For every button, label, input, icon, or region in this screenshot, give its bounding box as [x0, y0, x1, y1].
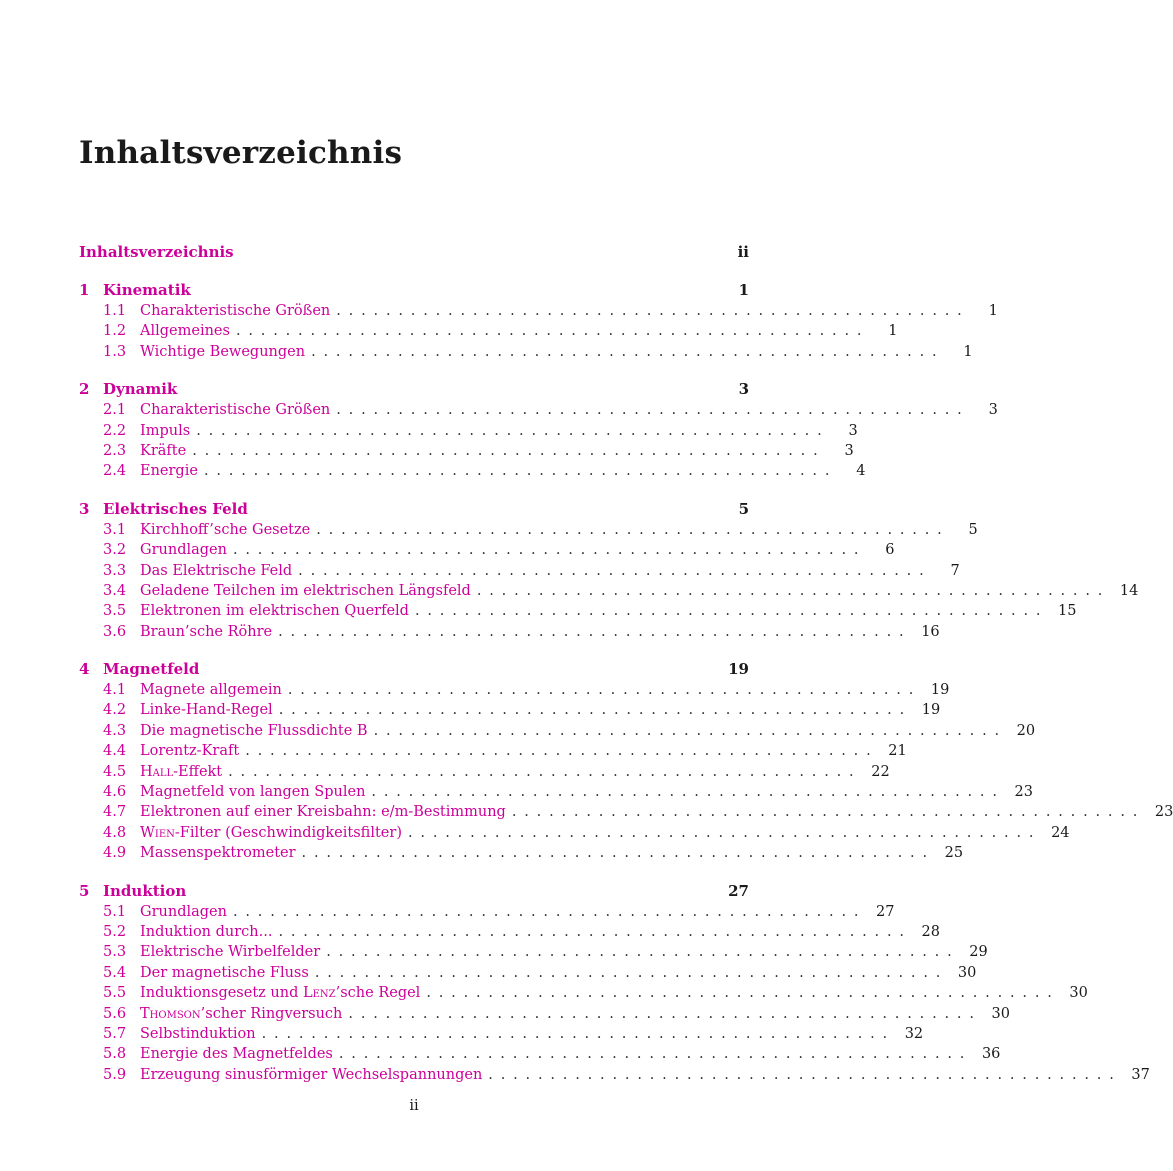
dot-leader: . . . . . . . . . . . . . . . . . . . . . . . . . . . . . . . . . . . . . . . . . . . . . . . . . . .: [203, 463, 830, 480]
toc-section-row[interactable]: [79, 680, 950, 700]
section-number[interactable]: 4.7: [103, 804, 127, 821]
section-title[interactable]: [140, 762, 222, 782]
dot-leader: . . . . . . . . . . . . . . . . . . . . . . . . . . . . . . . . . . . . . . . . . . . . . . . . . . .: [511, 804, 1138, 821]
dot-leader: . . . . . . . . . . . . . . . . . . . . . . . . . . . . . . . . . . . . . . . . . . . . . . . . . . .: [476, 582, 1103, 599]
toc-section-row[interactable]: [79, 342, 973, 362]
page-number: ii: [409, 1098, 419, 1114]
chapter-page: 19: [728, 660, 749, 679]
dot-leader: . . . . . . . . . . . . . . . . . . . . . . . . . . . . . . . . . . . . . . . . . . . . . . . . . . .: [298, 562, 924, 579]
chapter-page: 3: [738, 380, 749, 399]
section-title[interactable]: Charakteristische Größen: [140, 303, 331, 319]
section-title-part: Induktionsgesetz und: [140, 985, 303, 1002]
toc-section-row[interactable]: [79, 843, 964, 863]
section-page: 1: [888, 323, 898, 340]
dot-leader: . . . . . . . . . . . . . . . . . . . . . . . . . . . . . . . . . . . . . . . . . . . . . . . . . . .: [348, 1005, 974, 1022]
dot-leader: . . . . . . . . . . . . . . . . . . . . . . . . . . . . . . . . . . . . . . . . . . . . . . . . . . .: [235, 323, 862, 340]
section-page: 20: [1016, 722, 1036, 739]
toc-section-row[interactable]: [79, 581, 1139, 601]
section-title[interactable]: Wichtige Bewegungen: [140, 343, 306, 360]
section-page: 16: [921, 623, 940, 640]
section-title-part: ’sche Regel: [335, 985, 421, 1002]
section-title[interactable]: Kräfte: [140, 442, 187, 459]
section-number[interactable]: 5.7: [103, 1025, 127, 1042]
dot-leader: . . . . . . . . . . . . . . . . . . . . . . . . . . . . . . . . . . . . . . . . . . . . . . . . . . .: [407, 824, 1034, 841]
chapter-list: [79, 279, 1173, 1085]
chapter-title[interactable]: Elektrisches Feld: [103, 499, 248, 518]
section-title[interactable]: Der magnetische Fluss: [140, 964, 309, 981]
toc-section-row[interactable]: [79, 400, 998, 420]
section-title[interactable]: Induktion durch...: [140, 923, 273, 940]
section-number[interactable]: 4.8: [103, 824, 127, 841]
chapter-number[interactable]: 2: [79, 380, 90, 399]
section-page: 1: [988, 303, 998, 319]
toc-section-row[interactable]: [79, 441, 854, 461]
section-title[interactable]: Braun’sche Röhre: [140, 623, 273, 640]
section-number[interactable]: 4.4: [103, 743, 127, 760]
section-number[interactable]: 3.4: [103, 582, 127, 599]
dot-leader: . . . . . . . . . . . . . . . . . . . . . . . . . . . . . . . . . . . . . . . . . . . . . . . . . . .: [232, 542, 859, 559]
toc-entry-page: ii: [737, 243, 749, 261]
section-number[interactable]: 3.3: [103, 562, 127, 579]
section-title[interactable]: Die magnetische Flussdichte B: [140, 722, 368, 739]
section-page: 19: [921, 702, 941, 719]
section-page: 29: [969, 944, 988, 961]
chapter-heading[interactable]: [79, 880, 749, 902]
page-title: Inhaltsverzeichnis: [79, 135, 403, 171]
toc-section-row[interactable]: [79, 700, 941, 720]
section-number[interactable]: 5.9: [103, 1066, 127, 1083]
dot-leader: . . . . . . . . . . . . . . . . . . . . . . . . . . . . . . . . . . . . . . . . . . . . . . . . . . .: [278, 702, 905, 719]
section-title-name: Thomson: [140, 1005, 201, 1022]
section-number[interactable]: 4.3: [103, 722, 127, 739]
section-title[interactable]: Allgemeines: [140, 323, 230, 340]
section-title[interactable]: Geladene Teilchen im elektrischen Längsfeld: [140, 582, 471, 599]
toc-section-row[interactable]: [79, 983, 1088, 1003]
toc-section-row[interactable]: [79, 622, 940, 642]
dot-leader: . . . . . . . . . . . . . . . . . . . . . . . . . . . . . . . . . . . . . . . . . . . . . . . . . . .: [373, 722, 1000, 739]
chapter-title[interactable]: Kinematik: [103, 281, 191, 299]
dot-leader: . . . . . . . . . . . . . . . . . . . . . . . . . . . . . . . . . . . . . . . . . . . . . . . . . . .: [326, 944, 952, 961]
section-number[interactable]: 3.1: [103, 521, 127, 538]
section-page: 21: [888, 743, 907, 760]
section-title[interactable]: Energie: [140, 463, 198, 480]
section-number[interactable]: 5.3: [103, 944, 127, 961]
chapter-heading[interactable]: [79, 498, 749, 520]
toc-section-row[interactable]: [79, 823, 1070, 843]
section-title[interactable]: Das Elektrische Feld: [140, 562, 293, 579]
section-page: 3: [844, 442, 854, 459]
dot-leader: . . . . . . . . . . . . . . . . . . . . . . . . . . . . . . . . . . . . . . . . . . . . . . . . . . .: [371, 784, 997, 801]
section-number[interactable]: 1.3: [103, 343, 127, 360]
section-title[interactable]: Elektronen im elektrischen Querfeld: [140, 603, 409, 620]
toc-entry-contents[interactable]: [79, 241, 749, 263]
section-title[interactable]: Erzeugung sinusförmiger Wechselspannungen: [140, 1066, 483, 1083]
chapter-3: [79, 498, 1139, 642]
chapter-number[interactable]: 4: [79, 660, 90, 679]
chapter-1: [79, 279, 998, 362]
dot-leader: . . . . . . . . . . . . . . . . . . . . . . . . . . . . . . . . . . . . . . . . . . . . . . . . . . .: [336, 303, 962, 319]
toc-section-row[interactable]: [79, 762, 890, 782]
table-of-contents: [79, 241, 1173, 1085]
chapter-number[interactable]: 5: [79, 881, 90, 900]
section-number[interactable]: 4.2: [103, 702, 127, 719]
dot-leader: . . . . . . . . . . . . . . . . . . . . . . . . . . . . . . . . . . . . . . . . . . . . . . . . . . .: [311, 343, 937, 360]
section-page: 28: [921, 923, 940, 940]
section-number[interactable]: 4.9: [103, 845, 127, 862]
section-title[interactable]: Linke-Hand-Regel: [140, 702, 273, 719]
section-page: 37: [1131, 1066, 1150, 1083]
dot-leader: . . . . . . . . . . . . . . . . . . . . . . . . . . . . . . . . . . . . . . . . . . . . . . . . . . .: [336, 402, 962, 419]
toc-section-row[interactable]: [79, 721, 1036, 741]
section-page: 24: [1051, 824, 1070, 841]
section-title[interactable]: Impuls: [140, 422, 191, 439]
section-page: 30: [957, 964, 977, 981]
section-title[interactable]: Magnete allgemein: [140, 682, 282, 699]
section-number[interactable]: 5.1: [103, 903, 127, 920]
section-title-part: ’scher Ringversuch: [200, 1005, 343, 1022]
toc-section-row[interactable]: [79, 1044, 1001, 1064]
section-number[interactable]: 1.2: [103, 323, 127, 340]
section-page: 23: [1014, 784, 1033, 801]
section-number[interactable]: 4.5: [103, 763, 127, 780]
section-page: 3: [988, 402, 998, 419]
section-title-part: -Filter (Geschwindigkeitsfilter): [174, 824, 402, 841]
section-title[interactable]: [140, 1004, 342, 1024]
toc-section-row[interactable]: [79, 942, 988, 962]
dot-leader: . . . . . . . . . . . . . . . . . . . . . . . . . . . . . . . . . . . . . . . . . . . . . . . . . . .: [192, 442, 818, 459]
section-number[interactable]: 3.6: [103, 623, 127, 640]
dot-leader: . . . . . . . . . . . . . . . . . . . . . . . . . . . . . . . . . . . . . . . . . . . . . . . . . . .: [414, 603, 1041, 620]
toc-section-row[interactable]: [79, 902, 895, 922]
toc-section-row[interactable]: [79, 802, 1173, 822]
section-title[interactable]: Massenspektrometer: [140, 845, 296, 862]
chapter-heading[interactable]: [79, 378, 749, 400]
dot-leader: . . . . . . . . . . . . . . . . . . . . . . . . . . . . . . . . . . . . . . . . . . . . . . . . . . .: [232, 903, 859, 920]
chapter-number[interactable]: 1: [79, 281, 90, 299]
dot-leader: . . . . . . . . . . . . . . . . . . . . . . . . . . . . . . . . . . . . . . . . . . . . . . . . . . .: [278, 623, 904, 640]
dot-leader: . . . . . . . . . . . . . . . . . . . . . . . . . . . . . . . . . . . . . . . . . . . . . . . . . . .: [245, 743, 871, 760]
dot-leader: . . . . . . . . . . . . . . . . . . . . . . . . . . . . . . . . . . . . . . . . . . . . . . . . . . .: [228, 763, 854, 780]
dot-leader: . . . . . . . . . . . . . . . . . . . . . . . . . . . . . . . . . . . . . . . . . . . . . . . . . . .: [316, 521, 942, 538]
section-title[interactable]: [140, 823, 402, 843]
section-page: 5: [968, 521, 978, 538]
section-title[interactable]: Elektrische Wirbelfelder: [140, 944, 321, 961]
chapter-page: 5: [738, 499, 749, 518]
toc-section-row[interactable]: [79, 741, 907, 761]
section-number[interactable]: 3.2: [103, 542, 127, 559]
section-page: 4: [856, 463, 866, 480]
dot-leader: . . . . . . . . . . . . . . . . . . . . . . . . . . . . . . . . . . . . . . . . . . . . . . . . . . .: [426, 985, 1052, 1002]
toc-section-row[interactable]: [79, 1065, 1150, 1085]
section-page: 22: [871, 763, 890, 780]
section-page: 19: [930, 682, 950, 699]
section-page: 3: [848, 422, 858, 439]
dot-leader: . . . . . . . . . . . . . . . . . . . . . . . . . . . . . . . . . . . . . . . . . . . . . . . . . . .: [488, 1066, 1114, 1083]
section-number[interactable]: 5.8: [103, 1046, 127, 1063]
toc-section-row[interactable]: [79, 963, 977, 983]
section-page: 7: [950, 562, 960, 579]
section-page: 14: [1119, 582, 1139, 599]
chapter-title[interactable]: Dynamik: [103, 380, 178, 399]
section-page: 6: [885, 542, 895, 559]
section-page: 27: [876, 903, 895, 920]
section-number[interactable]: 5.6: [103, 1005, 127, 1022]
dot-leader: . . . . . . . . . . . . . . . . . . . . . . . . . . . . . . . . . . . . . . . . . . . . . . . . . . .: [301, 845, 928, 862]
chapter-page: 27: [728, 881, 749, 900]
dot-leader: . . . . . . . . . . . . . . . . . . . . . . . . . . . . . . . . . . . . . . . . . . . . . . . . . . .: [338, 1046, 965, 1063]
chapter-title[interactable]: Magnetfeld: [103, 660, 200, 679]
section-page: 25: [944, 845, 964, 862]
section-title-name: Wien: [140, 824, 175, 841]
section-page: 15: [1058, 603, 1077, 620]
chapter-4: [79, 658, 1173, 864]
section-number[interactable]: 4.6: [103, 784, 127, 801]
toc-section-row[interactable]: [79, 321, 898, 341]
dot-leader: . . . . . . . . . . . . . . . . . . . . . . . . . . . . . . . . . . . . . . . . . . . . . . . . . . .: [261, 1025, 888, 1042]
section-title[interactable]: Elektronen auf einer Kreisbahn: e/m-Bestimmung: [140, 804, 506, 821]
dot-leader: . . . . . . . . . . . . . . . . . . . . . . . . . . . . . . . . . . . . . . . . . . . . . . . . . . .: [196, 422, 822, 439]
section-page: 23: [1154, 804, 1173, 821]
section-number[interactable]: 3.5: [103, 603, 127, 620]
section-number[interactable]: 4.1: [103, 682, 127, 699]
section-title[interactable]: [140, 983, 420, 1003]
chapter-page: 1: [738, 281, 749, 299]
section-title[interactable]: Energie des Magnetfeldes: [140, 1046, 333, 1063]
dot-leader: . . . . . . . . . . . . . . . . . . . . . . . . . . . . . . . . . . . . . . . . . . . . . . . . . . .: [287, 682, 914, 699]
toc-section-row[interactable]: [79, 1024, 924, 1044]
section-page: 30: [1069, 985, 1088, 1002]
chapter-heading[interactable]: [79, 279, 749, 301]
chapter-2: [79, 378, 998, 482]
toc-section-row[interactable]: [79, 1004, 1010, 1024]
section-title[interactable]: Charakteristische Größen: [140, 402, 331, 419]
section-number[interactable]: 1.1: [103, 303, 127, 319]
section-title[interactable]: Grundlagen: [140, 903, 227, 920]
section-number[interactable]: 5.2: [103, 923, 127, 940]
chapter-heading[interactable]: [79, 658, 749, 680]
section-number[interactable]: 2.4: [103, 463, 127, 480]
section-title[interactable]: Grundlagen: [140, 542, 227, 559]
chapter-title[interactable]: Induktion: [103, 881, 187, 900]
section-page: 30: [991, 1005, 1010, 1022]
toc-section-row[interactable]: [79, 301, 998, 321]
toc-entry-title[interactable]: Inhaltsverzeichnis: [79, 243, 234, 261]
toc-section-row[interactable]: [79, 782, 1033, 802]
section-title[interactable]: Kirchhoff’sche Gesetze: [140, 521, 311, 538]
section-number[interactable]: 2.3: [103, 442, 127, 459]
chapter-5: [79, 880, 1150, 1086]
toc-section-row[interactable]: [79, 421, 858, 441]
chapter-number[interactable]: 3: [79, 499, 90, 518]
section-page: 1: [963, 343, 973, 360]
section-title-name: Hall: [140, 763, 174, 780]
toc-section-row[interactable]: [79, 601, 1077, 621]
section-number[interactable]: 5.5: [103, 985, 127, 1002]
toc-section-row[interactable]: [79, 461, 866, 481]
dot-leader: . . . . . . . . . . . . . . . . . . . . . . . . . . . . . . . . . . . . . . . . . . . . . . . . . . .: [314, 964, 941, 981]
section-title-name: Lenz: [302, 985, 336, 1002]
toc-section-row[interactable]: [79, 561, 960, 581]
section-title[interactable]: Lorentz-Kraft: [140, 743, 240, 760]
section-title[interactable]: Magnetfeld von langen Spulen: [140, 784, 366, 801]
toc-section-row[interactable]: [79, 922, 940, 942]
section-number[interactable]: 5.4: [103, 964, 127, 981]
section-page: 32: [904, 1025, 924, 1042]
section-title-part: -Effekt: [173, 763, 223, 780]
section-page: 36: [981, 1046, 1001, 1063]
section-number[interactable]: 2.1: [103, 402, 127, 419]
toc-section-row[interactable]: [79, 520, 978, 540]
dot-leader: . . . . . . . . . . . . . . . . . . . . . . . . . . . . . . . . . . . . . . . . . . . . . . . . . . .: [278, 923, 904, 940]
section-number[interactable]: 2.2: [103, 422, 127, 439]
section-title[interactable]: Selbstinduktion: [140, 1025, 256, 1042]
toc-section-row[interactable]: [79, 540, 895, 560]
